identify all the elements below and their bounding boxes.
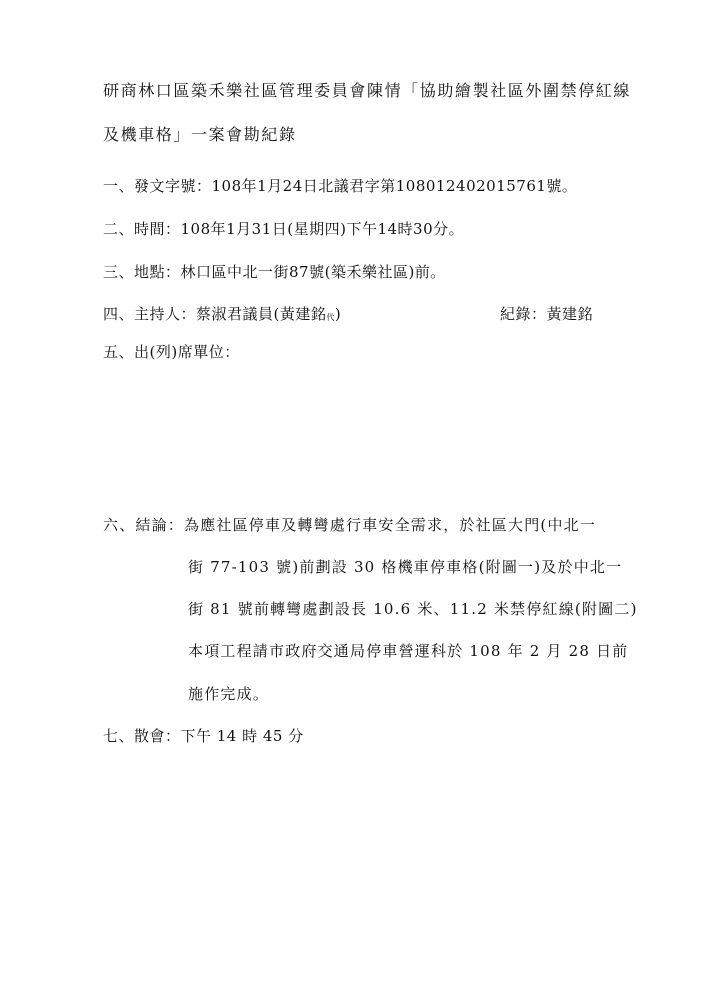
conclusion-line-5: 施作完成。	[188, 685, 270, 703]
title-line-2: 及機車格」一案會勘紀錄	[103, 125, 297, 144]
conclusion-line-2: 街 77-103 號)前劃設 30 格機車停車格(附圖一)及於中北一	[188, 558, 623, 576]
item-document-number: 一、發文字號：108年1月24日北議君字第108012402015761號。	[103, 177, 578, 195]
item-host	[103, 303, 341, 324]
conclusion-line-1: 六、結論：為應社區停車及轉彎處行車安全需求，於社區大門(中北一	[103, 516, 597, 534]
conclusion-line-4: 本項工程請市政府交通局停車營運科於 108 年 2 月 28 日前	[188, 642, 629, 660]
item-recorder: 紀錄：黃建銘	[500, 305, 594, 323]
host-close-paren: )	[334, 305, 342, 323]
host-proxy-mark: 代	[326, 313, 335, 322]
host-text: 四、主持人：蔡淑君議員(黃建銘	[103, 305, 327, 323]
title-line-1: 研商林口區築禾樂社區管理委員會陳情「協助繪製社區外圍禁停紅線	[103, 81, 632, 100]
item-location: 三、地點：林口區中北一街87號(築禾樂社區)前。	[103, 263, 446, 281]
item-attendees: 五、出(列)席單位：	[103, 343, 240, 361]
item-adjourn: 七、散會：下午 14 時 45 分	[103, 727, 304, 745]
conclusion-line-3: 街 81 號前轉彎處劃設長 10.6 米、11.2 米禁停紅線(附圖二)	[188, 600, 638, 618]
item-time: 二、時間：108年1月31日(星期四)下午14時30分。	[103, 220, 465, 238]
